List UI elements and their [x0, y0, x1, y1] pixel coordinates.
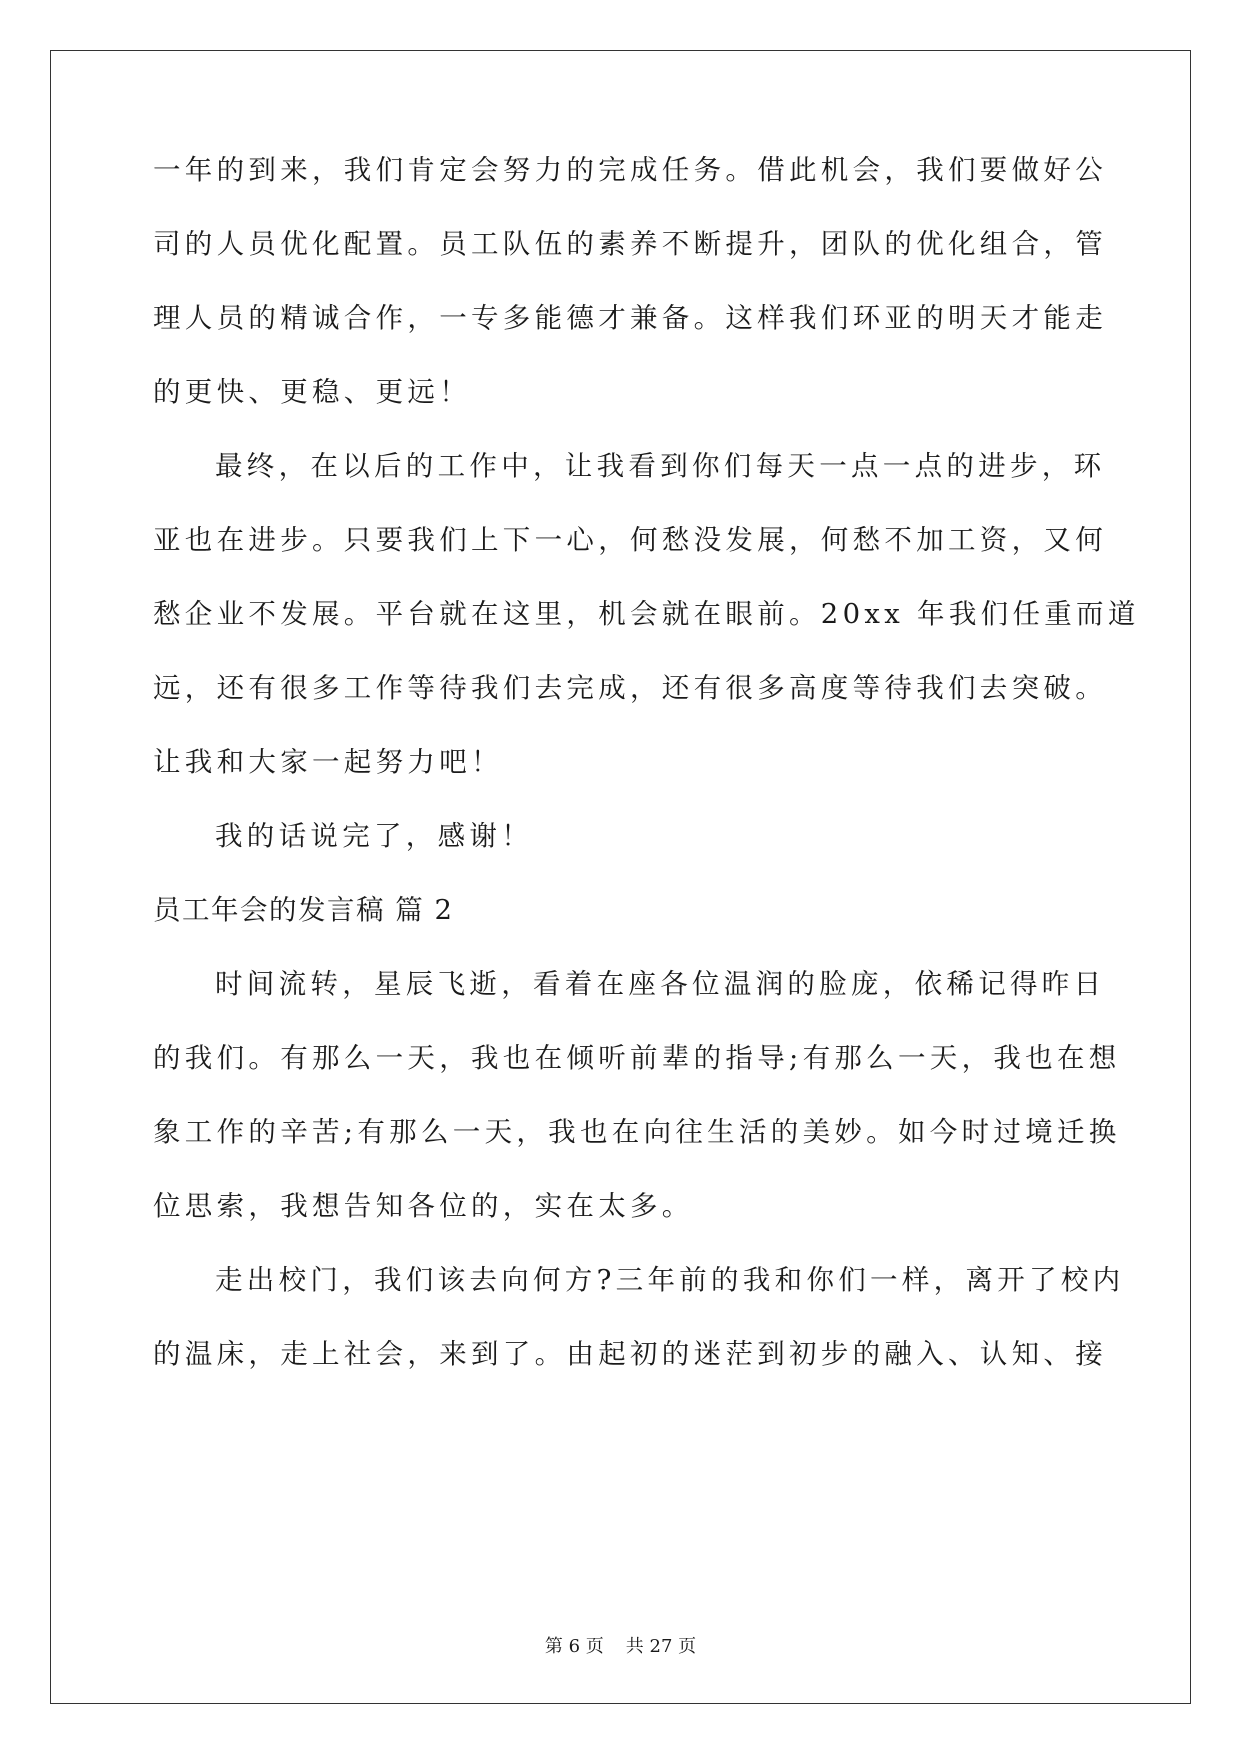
text-line: 一年的到来，我们肯定会努力的完成任务。借此机会，我们要做好公 [153, 154, 1107, 186]
page-border [50, 50, 1191, 1704]
text-line: 我的话说完了，感谢！ [215, 820, 533, 852]
text-line: 愁企业不发展。平台就在这里，机会就在眼前。20xx 年我们任重而道 [153, 598, 1140, 630]
text-line: 让我和大家一起努力吧！ [153, 746, 503, 778]
text-line: 象工作的辛苦;有那么一天，我也在向往生活的美妙。如今时过境迁换 [153, 1116, 1121, 1148]
text-line: 理人员的精诚合作，一专多能德才兼备。这样我们环亚的明天才能走 [153, 302, 1107, 334]
page-total: 共 27 页 [625, 1636, 697, 1657]
section-heading: 员工年会的发言稿 篇 2 [153, 894, 454, 926]
page-number: 第 6 页 [544, 1636, 604, 1657]
text-line: 的温床，走上社会，来到了。由起初的迷茫到初步的融入、认知、接 [153, 1338, 1107, 1370]
page-footer [0, 1632, 1241, 1658]
text-line: 远，还有很多工作等待我们去完成，还有很多高度等待我们去突破。 [153, 672, 1107, 704]
text-line: 司的人员优化配置。员工队伍的素养不断提升，团队的优化组合，管 [153, 228, 1107, 260]
text-line: 最终，在以后的工作中，让我看到你们每天一点一点的进步，环 [215, 450, 1106, 482]
text-line: 位思索，我想告知各位的，实在太多。 [153, 1190, 694, 1222]
text-line: 的更快、更稳、更远！ [153, 376, 471, 408]
text-line: 的我们。有那么一天，我也在倾听前辈的指导;有那么一天，我也在想 [153, 1042, 1121, 1074]
text-line: 亚也在进步。只要我们上下一心，何愁没发展，何愁不加工资，又何 [153, 524, 1107, 556]
text-line: 时间流转，星辰飞逝，看着在座各位温润的脸庞，依稀记得昨日 [215, 968, 1106, 1000]
text-line: 走出校门，我们该去向何方?三年前的我和你们一样，离开了校内 [215, 1264, 1125, 1296]
